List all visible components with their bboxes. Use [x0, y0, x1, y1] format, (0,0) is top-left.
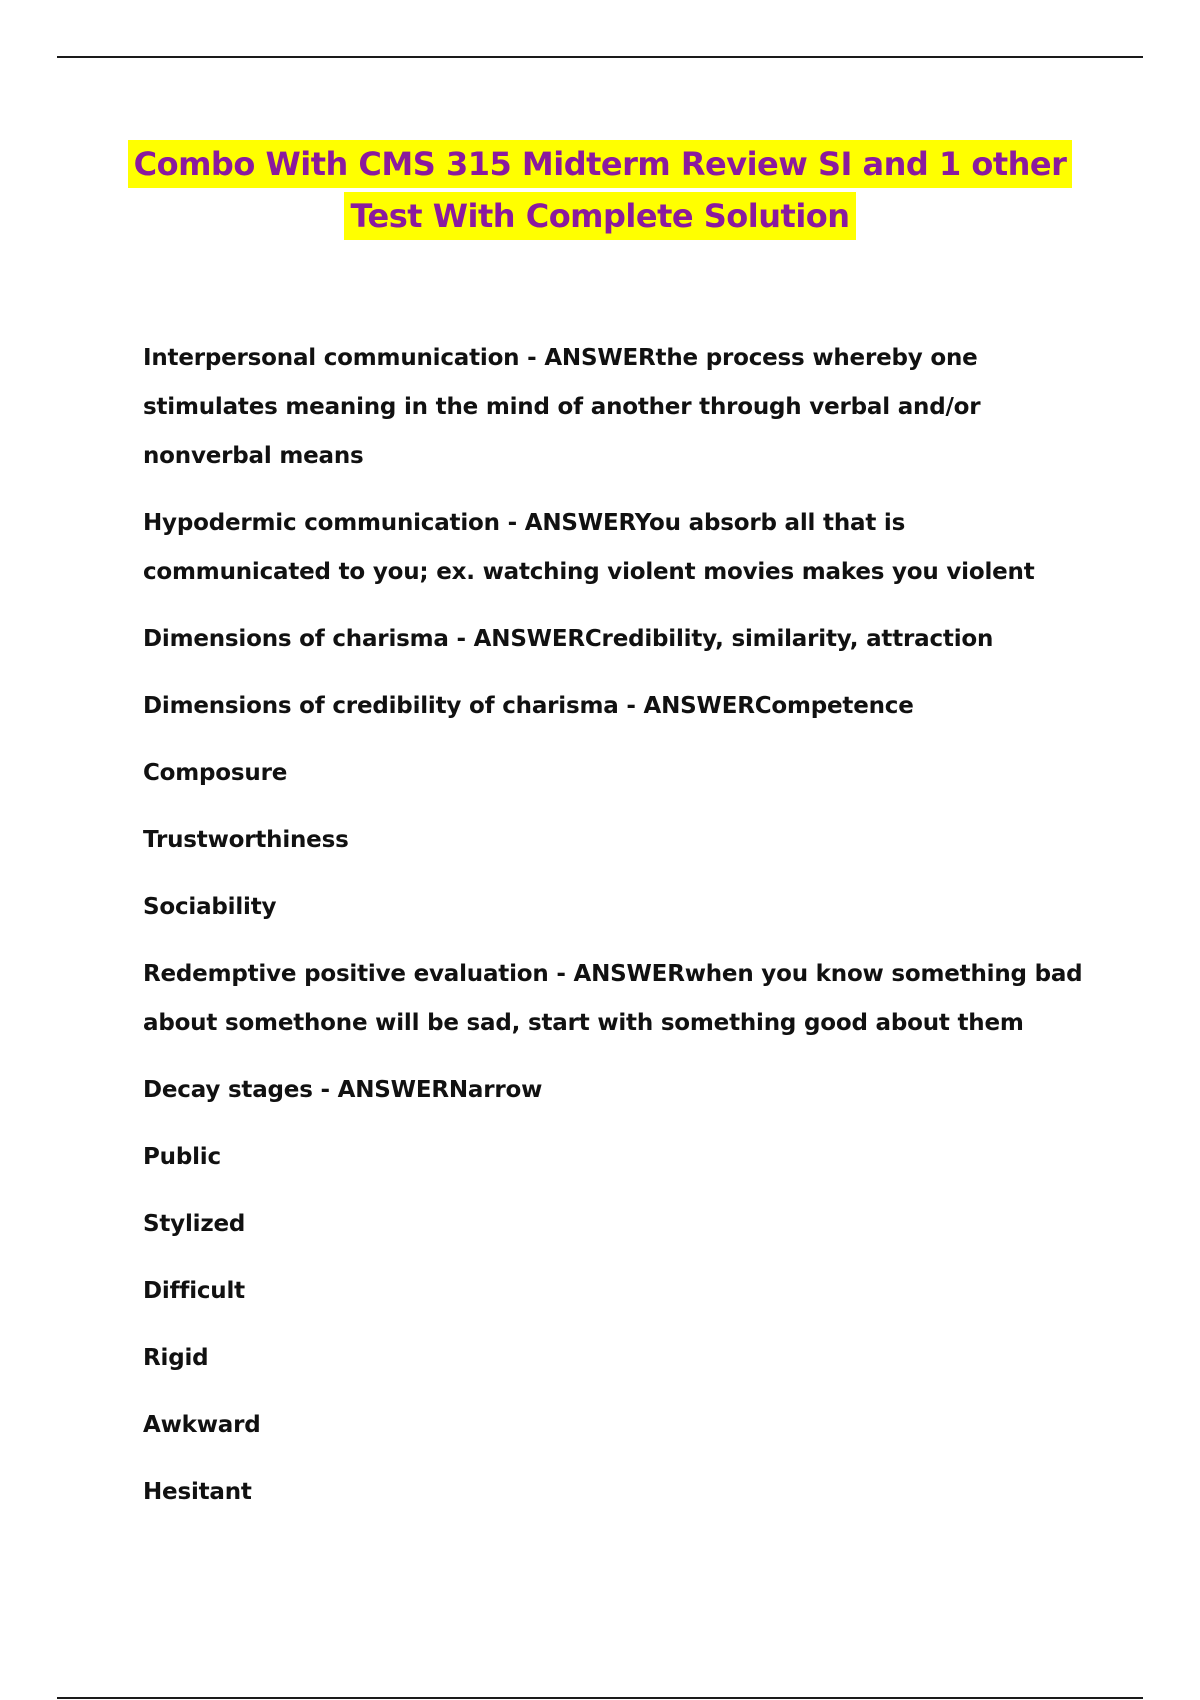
qa-entry: Awkward: [143, 1412, 261, 1438]
qa-entry: Difficult: [143, 1278, 245, 1304]
qa-entry: Redemptive positive evaluation - ANSWERwhen you know something bad about somethone will be sad, start with something good about them: [143, 961, 1083, 1036]
top-divider: [57, 56, 1143, 58]
qa-entry: Dimensions of credibility of charisma - ANSWERCompetence: [143, 693, 914, 719]
qa-entry: Stylized: [143, 1211, 246, 1237]
qa-entry: Interpersonal communication - ANSWERthe process whereby one stimulates meaning in the mind of another through verbal and/or nonverbal means: [143, 345, 981, 469]
qa-entry: Public: [143, 1144, 221, 1170]
document-title: [60, 140, 1140, 244]
qa-list: [143, 334, 1093, 1535]
qa-entry: Trustworthiness: [143, 827, 349, 853]
qa-entry: Decay stages - ANSWERNarrow: [143, 1077, 543, 1103]
qa-entry: Hypodermic communication - ANSWERYou absorb all that is communicated to you; ex. watching violent movies makes you violent: [143, 510, 1035, 585]
title-line-2: Test With Complete Solution: [344, 192, 855, 240]
qa-entry: Dimensions of charisma - ANSWERCredibility, similarity, attraction: [143, 626, 994, 652]
title-line-1: Combo With CMS 315 Midterm Review SI and 1 other: [128, 140, 1073, 188]
qa-entry: Composure: [143, 760, 288, 786]
qa-entry: Sociability: [143, 894, 277, 920]
bottom-divider: [57, 1697, 1143, 1699]
qa-entry: Hesitant: [143, 1479, 252, 1505]
qa-entry: Rigid: [143, 1345, 209, 1371]
